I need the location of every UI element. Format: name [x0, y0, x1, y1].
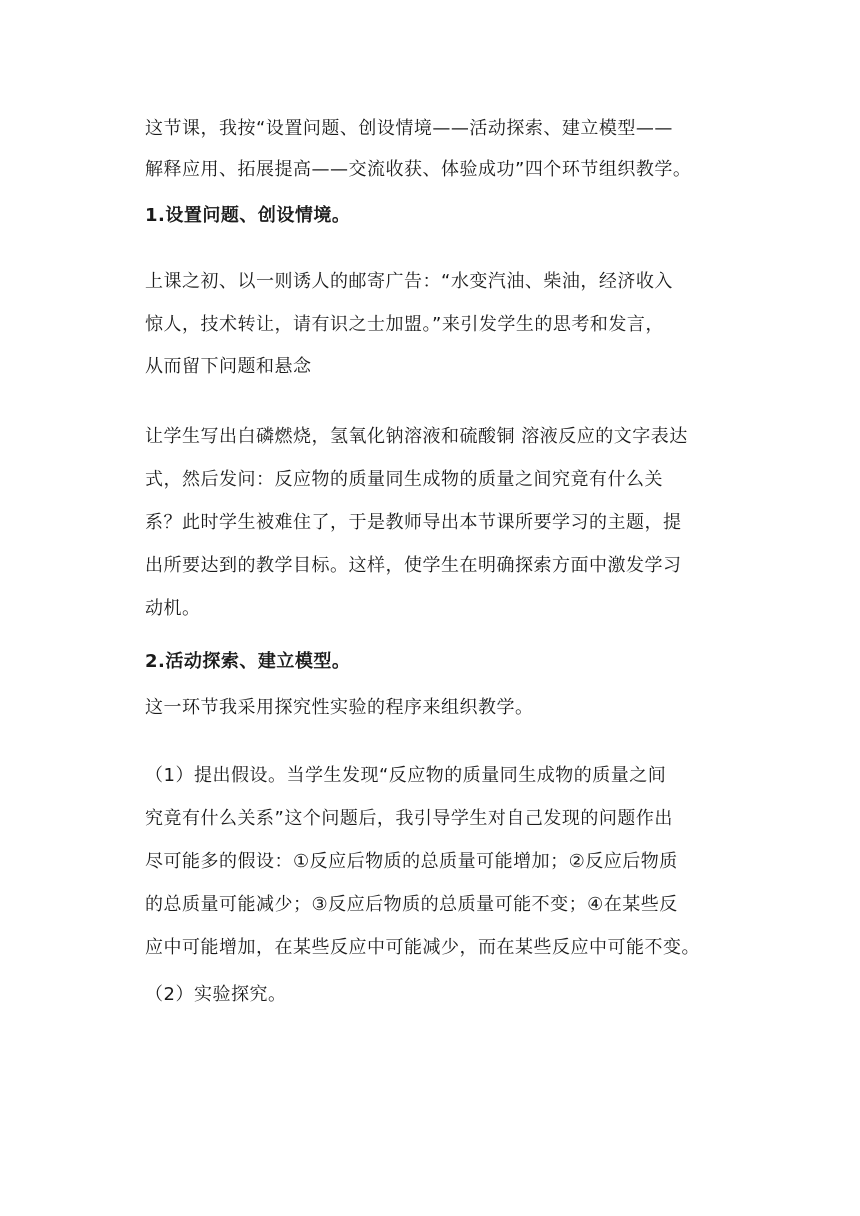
- section-1-heading: 1.设置问题、创设情境。: [145, 205, 351, 226]
- para-4-line-5: 应中可能增加，在某些反应中可能减少，而在某些反应中可能不变。: [145, 937, 700, 958]
- para-4-line-1: （1）提出假设。当学生发现“反应物的质量同生成物的质量之间: [145, 765, 667, 786]
- para-2-line-4: 出所要达到的教学目标。这样，使学生在明确探索方面中激发学习: [145, 555, 682, 576]
- para-4-line-3: 尽可能多的假设：①反应后物质的总质量可能增加；②反应后物质: [145, 851, 678, 872]
- para-4-line-4: 的总质量可能减少；③反应后物质的总质量可能不变；④在某些反: [145, 894, 678, 915]
- para-4-line-2: 究竟有什么关系”这个问题后，我引导学生对自己发现的问题作出: [145, 808, 673, 829]
- intro-line-2: 解释应用、拓展提高——交流收获、体验成功”四个环节组织教学。: [145, 159, 692, 180]
- step-2-line: （2）实验探究。: [145, 984, 287, 1005]
- para-1-line-3: 从而留下问题和悬念: [145, 356, 312, 377]
- para-2-line-2: 式，然后发问：反应物的质量同生成物的质量之间究竟有什么关: [145, 469, 663, 490]
- para-3-line-1: 这一环节我采用探究性实验的程序来组织教学。: [145, 697, 534, 718]
- para-2-line-3: 系？此时学生被难住了，于是教师导出本节课所要学习的主题，提: [145, 512, 682, 533]
- para-2-line-5: 动机。: [145, 598, 201, 619]
- para-1-line-1: 上课之初、以一则诱人的邮寄广告：“水变汽油、柴油，经济收入: [145, 271, 673, 292]
- section-2-heading: 2.活动探索、建立模型。: [145, 651, 351, 672]
- intro-line-1: 这节课，我按“设置问题、创设情境——活动探索、建立模型——: [145, 118, 673, 139]
- para-1-line-2: 惊人，技术转让，请有识之士加盟。”来引发学生的思考和发言，: [145, 314, 664, 335]
- para-2-line-1: 让学生写出白磷燃烧，氢氧化钠溶液和硫酸铜 溶液反应的文字表达: [145, 426, 688, 447]
